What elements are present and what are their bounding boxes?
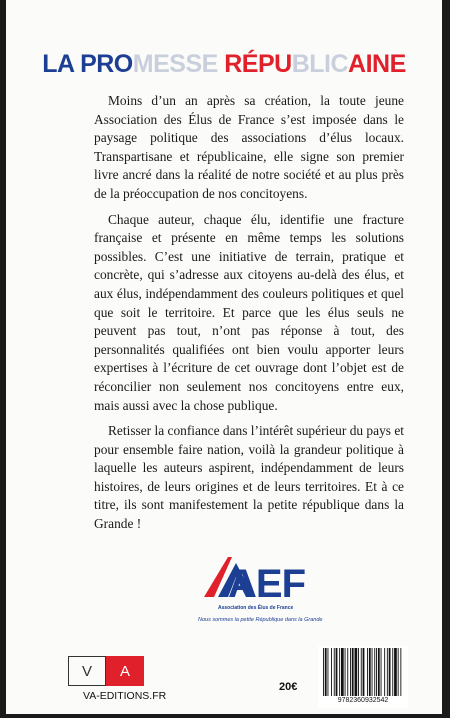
title-part-white-1: MESSE (132, 50, 218, 78)
title-part-white-2: BLIC (291, 50, 349, 78)
barcode-bar (323, 648, 324, 696)
isbn-number: 9782360932542 (337, 697, 389, 704)
blurb-paragraph-3: Retisser la confiance dans l’intérêt supérieur du pays et pour ensemble faire nation, voilà la grandeur politique à laquelle les auteurs aspirent, indépendamment de leurs histoires, de leurs origines et de leurs territoires. Et à ce titre, ils sont manifestement la petite république dans la Grande ! (94, 423, 404, 532)
publisher-url[interactable]: VA-EDITIONS.FR (83, 690, 167, 702)
barcode-bar (339, 648, 340, 696)
barcode-bar (378, 648, 380, 696)
barcode-bar (361, 648, 362, 696)
barcode-bar (381, 648, 382, 696)
barcode-bar (387, 648, 388, 696)
publisher-logo (68, 656, 146, 686)
barcode-bar (336, 648, 338, 696)
barcode-bar (334, 648, 335, 696)
barcode-bar (328, 648, 329, 696)
barcode-bar (384, 648, 385, 696)
barcode-bar (352, 648, 354, 696)
barcode-bar (374, 648, 375, 696)
publisher-logo-v: V (68, 656, 106, 686)
barcode-bar (367, 648, 368, 696)
barcode-bar (369, 648, 371, 696)
barcode-bar (347, 648, 348, 696)
title-part-blue-1: LA PRO (42, 50, 133, 78)
barcode-bar (363, 648, 365, 696)
barcode-bar (398, 648, 399, 696)
barcode-bar (389, 648, 391, 696)
barcode-bars (321, 648, 405, 696)
barcode (318, 646, 408, 708)
title-part-red-1: RÉPU (217, 50, 292, 78)
barcode-bar (355, 648, 358, 696)
blurb (94, 92, 404, 541)
barcode-bar (325, 648, 327, 696)
barcode-bar (341, 648, 344, 696)
aef-logo (198, 553, 348, 643)
title-part-red-2: AINE (348, 50, 406, 78)
aef-logo-name: Association des Élus de France (218, 605, 294, 611)
book-title (6, 50, 442, 79)
barcode-bar (400, 648, 401, 696)
blurb-paragraph-1: Moins d’un an après sa création, la toute jeune Association des Élus de France s’est imposée dans le paysage politique des associations d’élus locaux. Transpartisane et républicaine, elle signe son premier livre ancré dans la réalité de notre société et au plus près de la préoccupation de nos concitoyens. (94, 93, 404, 201)
blurb-paragraph-2: Chaque auteur, chaque élu, identifie une fracture française et présente en même temps les solutions possibles. C’est une initiative de terrain, pratique et concrète, qui s’adresse aux citoyens au-delà des élus, et aux élus, indépendamment des couleurs politiques et quel que soit le territoire. Et parce que les élus seuls ne peuvent pas tout, n’ont pas réponse à tout, des personnalités qualifiées ont bien voulu apporter leurs expertises à l’écriture de cet ouvrage dont l’objet est de réconcilier non seulement nos concitoyens entre eux, mais aussi avec la chose publique. (94, 211, 404, 413)
barcode-bar (372, 648, 373, 696)
barcode-bar (350, 648, 351, 696)
barcode-bar (331, 648, 332, 696)
barcode-bar (345, 648, 346, 696)
aef-logo-letters: AEF (228, 562, 305, 605)
aef-logo-mark (198, 553, 348, 605)
publisher-logo-a: A (106, 656, 144, 686)
barcode-bar (392, 648, 393, 696)
back-cover (6, 0, 442, 714)
price: 20€ (279, 681, 298, 693)
barcode-bar (376, 648, 377, 696)
barcode-bar (394, 648, 397, 696)
aef-logo-tagline: Nous sommes la petite République dans la Grande (198, 617, 323, 623)
barcode-bar (358, 648, 359, 696)
